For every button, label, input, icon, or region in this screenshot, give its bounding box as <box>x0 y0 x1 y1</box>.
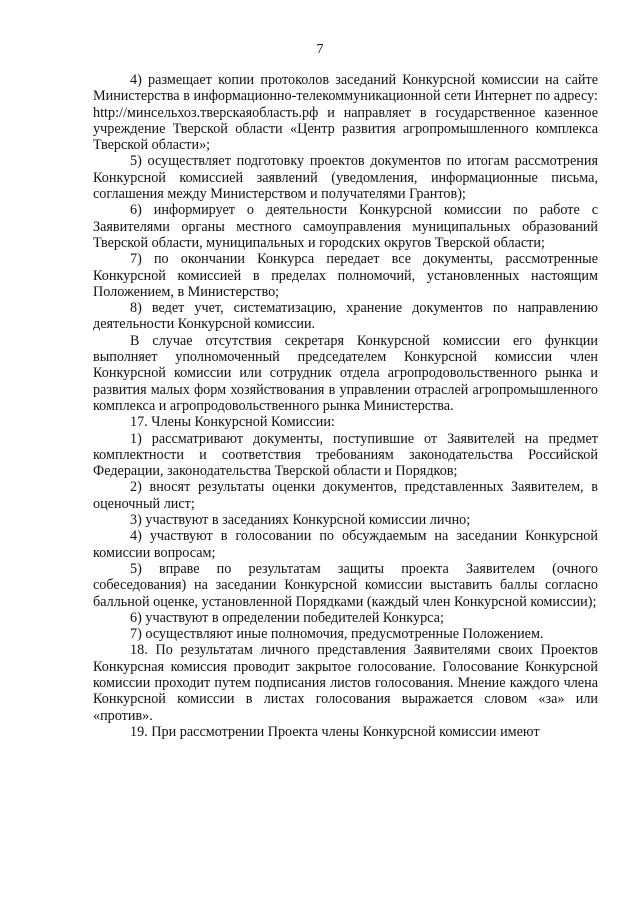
section-18-closed-voting: 18. По результатам личного представления Заявителями своих Проектов Конкурсная комиссия проводит закрытое голосование. Голосование Конкурсной комиссии проходит путем подписания листов голосования. Мнение каждого члена Конкурсной комиссии в листах голосования выражается словом «за» или «против». <box>93 642 598 724</box>
paragraph-17-7-other-powers: 7) осуществляют иные полномочия, предусмотренные Положением. <box>130 626 544 643</box>
page-number: 7 <box>316 42 324 57</box>
document-body <box>93 72 598 740</box>
paragraph-17-4-voting: 4) участвуют в голосовании по обсуждаемым на заседании Конкурсной комиссии вопросам; <box>93 528 598 561</box>
paragraph-6-inform-authorities: 6) информирует о деятельности Конкурсной комиссии по работе с Заявителями органы местного самоуправления муниципальных образований Тверской области, муниципальных и городских округов Тверской области; <box>93 202 598 251</box>
paragraph-17-5-scoring: 5) вправе по результатам защиты проекта Заявителем (очного собеседования) на заседании Конкурсной комиссии выставить баллы согласно балльной оценке, установленной Порядками (каждый член Конкурсной комиссии); <box>93 560 598 610</box>
paragraph-17-1-review-documents: 1) рассматривают документы, поступившие от Заявителей на предмет комплектности и соответствия требованиям законодательства Российской Федерации, законодательства Тверской области и Порядков; <box>93 430 598 480</box>
paragraph-4-publish-protocols: 4) размещает копии протоколов заседаний Конкурсной комиссии на сайте Министерства в информационно-телекоммуникационной сети Интернет по адресу: http://минсельхоз.тверскаяобласть.рф и направляет в государственное казенное учреждение Тверской области «Центр развития агропромышленного комплекса Тверской области»; <box>93 72 598 154</box>
paragraph-7-transfer-documents: 7) по окончании Конкурса передает все документы, рассмотренные Конкурсной комиссией в пределах полномочий, установленных настоящим Положением, в Министерство; <box>93 251 598 300</box>
paragraph-5-prepare-documents: 5) осуществляет подготовку проектов документов по итогам рассмотрения Конкурсной комиссией заявлений (уведомления, информационные письма, соглашения между Министерством и получателями Грантов); <box>93 153 598 203</box>
paragraph-17-3-attend-meetings: 3) участвуют в заседаниях Конкурсной комиссии лично; <box>130 512 471 529</box>
paragraph-8-record-keeping: 8) ведет учет, систематизацию, хранение документов по направлению деятельности Конкурсной комиссии. <box>93 300 598 333</box>
paragraph-17-2-evaluation-sheet: 2) вносят результаты оценки документов, представленных Заявителем, в оценочный лист; <box>93 479 598 512</box>
paragraph-secretary-absence: В случае отсутствия секретаря Конкурсной комиссии его функции выполняет уполномоченный председателем Конкурсной комиссии член Конкурсной комиссии или сотрудник отдела агропродовольственного рынка и развития малых форм хозяйствования в управлении отраслей агропромышленного комплекса и агропродовольственного рынка Министерства. <box>93 332 598 414</box>
section-17-heading: 17. Члены Конкурсной Комиссии: <box>130 414 335 431</box>
paragraph-17-6-determine-winners: 6) участвуют в определении победителей Конкурса; <box>130 609 444 626</box>
section-19-project-review: 19. При рассмотрении Проекта члены Конкурсной комиссии имеют <box>130 723 540 740</box>
